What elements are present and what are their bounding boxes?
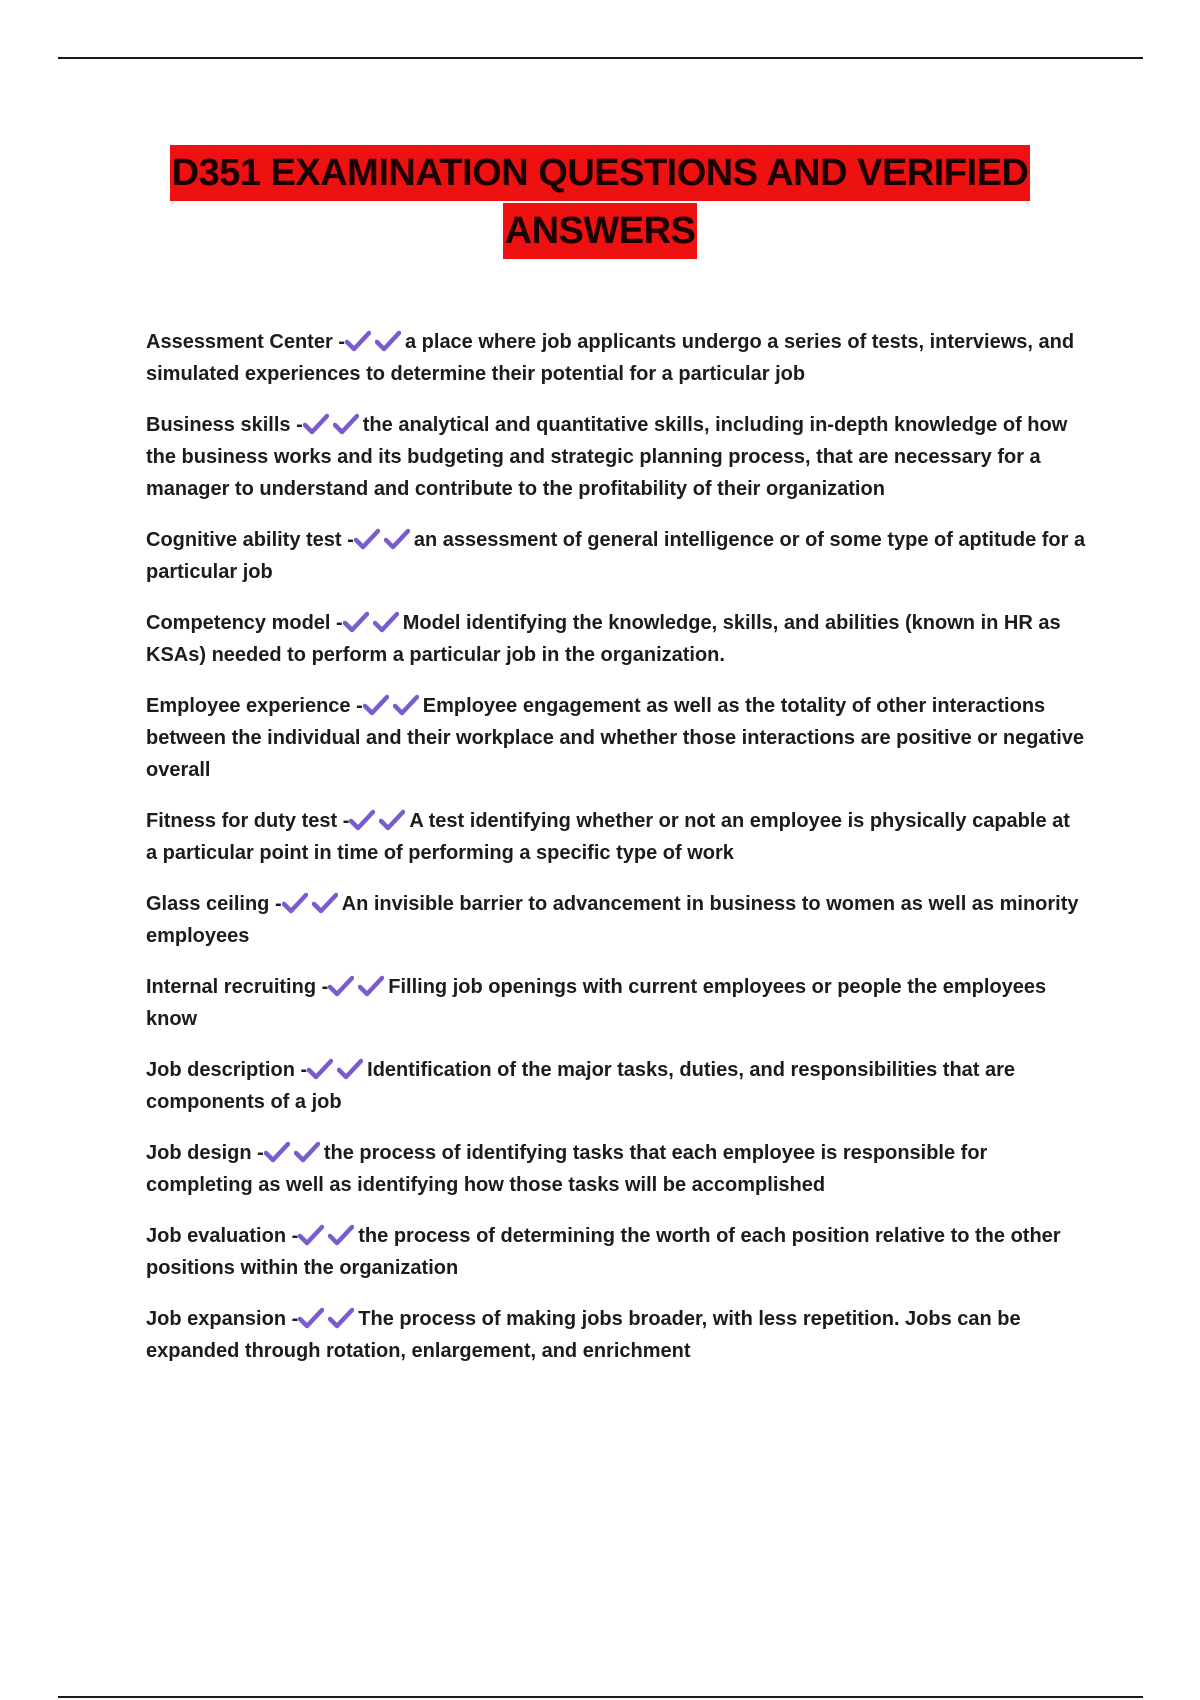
entry-separator: - bbox=[356, 695, 363, 717]
check-mark-icon bbox=[328, 975, 354, 997]
check-mark-icon bbox=[264, 1141, 290, 1163]
entry-definition: Filling job openings with current employees or people the employees know bbox=[146, 976, 1047, 1030]
entry-definition: Model identifying the knowledge, skills, and abilities (known in HR as KSAs) needed to perform a particular job in the organization. bbox=[146, 612, 1061, 666]
check-mark-icon bbox=[298, 1307, 324, 1329]
glossary-entry bbox=[146, 1220, 1086, 1284]
entry-definition: an assessment of general intelligence or of some type of aptitude for a particular job bbox=[146, 529, 1086, 583]
entry-term: Internal recruiting bbox=[146, 976, 317, 998]
check-mark-icon bbox=[375, 330, 401, 352]
entry-definition: A test identifying whether or not an employee is physically capable at a particular point in time of performing a specific type of work bbox=[146, 810, 1070, 864]
glossary-entry bbox=[146, 690, 1086, 786]
entry-separator: - bbox=[291, 1308, 299, 1330]
bottom-rule bbox=[58, 1696, 1143, 1698]
entry-separator: - bbox=[342, 810, 350, 832]
entry-term: Business skills bbox=[146, 414, 291, 436]
entry-definition: the analytical and quantitative skills, including in-depth knowledge of how the business works and its budgeting and strategic planning process, that are necessary for a manager to understand and contribute to the profitability of their organization bbox=[146, 414, 1068, 500]
entry-separator: - bbox=[296, 414, 303, 436]
check-mark-icon bbox=[328, 1224, 354, 1246]
entry-term: Fitness for duty test bbox=[146, 810, 338, 832]
entry-term: Glass ceiling bbox=[146, 893, 270, 915]
check-mark-icon bbox=[373, 611, 399, 633]
entry-separator: - bbox=[257, 1142, 264, 1164]
check-mark-icon bbox=[384, 528, 410, 550]
check-mark-icon bbox=[358, 975, 384, 997]
glossary-entry bbox=[146, 805, 1086, 869]
check-mark-icon bbox=[343, 611, 369, 633]
glossary-entry bbox=[146, 1303, 1086, 1367]
check-mark-icon bbox=[393, 694, 419, 716]
entry-definition: a place where job applicants undergo a series of tests, interviews, and simulated experiences to determine their potential for a particular job bbox=[146, 331, 1075, 385]
entry-definition: Identification of the major tasks, duties, and responsibilities that are components of a job bbox=[146, 1059, 1016, 1113]
top-rule bbox=[58, 57, 1143, 59]
entry-definition: Employee engagement as well as the totality of other interactions between the individual and their workplace and whether those interactions are positive or negative overall bbox=[146, 695, 1084, 781]
check-mark-icon bbox=[282, 892, 308, 914]
entry-term: Job description bbox=[146, 1059, 295, 1081]
entry-definition: the process of identifying tasks that each employee is responsible for completing as well as identifying how those tasks will be accomplished bbox=[146, 1142, 988, 1196]
check-mark-icon bbox=[294, 1141, 320, 1163]
entry-definition: The process of making jobs broader, with less repetition. Jobs can be expanded through rotation, enlargement, and enrichment bbox=[146, 1308, 1021, 1362]
check-mark-icon bbox=[307, 1058, 333, 1080]
check-mark-icon bbox=[345, 330, 371, 352]
glossary-entry bbox=[146, 409, 1086, 505]
entry-term: Employee experience bbox=[146, 695, 351, 717]
title-line-2: ANSWERS bbox=[503, 203, 698, 259]
glossary-entry bbox=[146, 524, 1086, 588]
check-mark-icon bbox=[333, 413, 359, 435]
check-mark-icon bbox=[298, 1224, 324, 1246]
entry-term: Job evaluation bbox=[146, 1225, 287, 1247]
entry-separator: - bbox=[291, 1225, 299, 1247]
check-mark-icon bbox=[354, 528, 380, 550]
check-mark-icon bbox=[312, 892, 338, 914]
check-mark-icon bbox=[363, 694, 389, 716]
document-title bbox=[0, 145, 1200, 259]
glossary-list bbox=[146, 326, 1086, 1386]
entry-separator: - bbox=[300, 1059, 308, 1081]
title-line-1: D351 EXAMINATION QUESTIONS AND VERIFIED bbox=[170, 145, 1031, 201]
glossary-entry bbox=[146, 1137, 1086, 1201]
entry-definition: An invisible barrier to advancement in business to women as well as minority employees bbox=[146, 893, 1079, 947]
entry-term: Job design bbox=[146, 1142, 252, 1164]
entry-definition: the process of determining the worth of each position relative to the other positions within the organization bbox=[146, 1225, 1061, 1279]
glossary-entry bbox=[146, 607, 1086, 671]
glossary-entry bbox=[146, 326, 1086, 390]
check-mark-icon bbox=[379, 809, 405, 831]
check-mark-icon bbox=[337, 1058, 363, 1080]
entry-term: Assessment Center bbox=[146, 331, 333, 353]
entry-separator: - bbox=[274, 893, 282, 915]
glossary-entry bbox=[146, 1054, 1086, 1118]
entry-separator: - bbox=[347, 529, 354, 551]
check-mark-icon bbox=[328, 1307, 354, 1329]
entry-separator: - bbox=[321, 976, 329, 998]
entry-term: Job expansion bbox=[146, 1308, 287, 1330]
glossary-entry bbox=[146, 971, 1086, 1035]
check-mark-icon bbox=[349, 809, 375, 831]
glossary-entry bbox=[146, 888, 1086, 952]
entry-term: Competency model bbox=[146, 612, 331, 634]
entry-term: Cognitive ability test bbox=[146, 529, 342, 551]
check-mark-icon bbox=[303, 413, 329, 435]
entry-separator: - bbox=[336, 612, 343, 634]
entry-separator: - bbox=[338, 331, 345, 353]
